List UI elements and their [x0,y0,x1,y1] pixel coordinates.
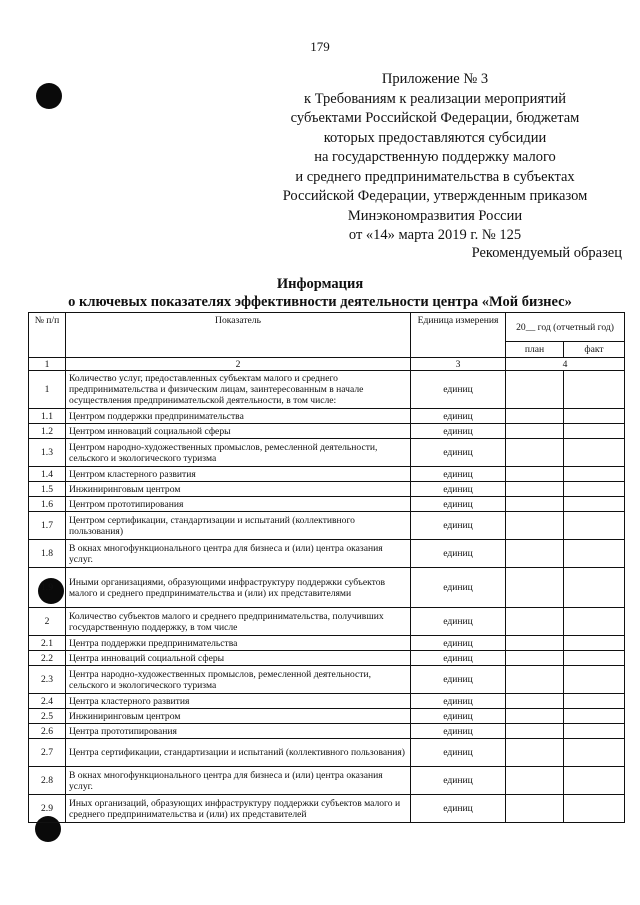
row-unit: единиц [411,568,506,608]
table-row [29,568,625,608]
header-plan: план [506,342,564,358]
table-row [29,666,625,694]
table-row [29,739,625,767]
header-unit: Единица измерения [411,313,506,358]
row-plan [506,724,564,739]
row-indicator: Количество услуг, предоставленных субъектам малого и среднего предпринимательства и физическим лицам, заинтересованным в начале осуществления предпринимательской деятельности, в том числе: [66,371,411,409]
row-indicator: В окнах многофункционального центра для бизнеса и (или) центра оказания услуг. [66,767,411,795]
row-indicator: Центра инноваций социальной сферы [66,651,411,666]
row-fact [564,497,625,512]
column-number: 3 [411,358,506,371]
column-number: 1 [29,358,66,371]
appendix-line: Российской Федерации, утвержденным приказом [282,188,588,204]
row-number: 2 [29,608,66,636]
table-row [29,795,625,823]
row-unit: единиц [411,709,506,724]
table-row [29,694,625,709]
column-number: 4 [506,358,625,371]
row-fact [564,709,625,724]
row-unit: единиц [411,467,506,482]
header-indicator: Показатель [66,313,411,358]
row-unit: единиц [411,666,506,694]
appendix-line: на государственную поддержку малого [314,149,556,165]
row-fact [564,424,625,439]
row-fact [564,568,625,608]
header-year: 20__ год (отчетный год) [506,313,625,342]
recommended-sample-label: Рекомендуемый образец [471,245,622,261]
row-number: 2.9 [29,795,66,823]
header-num: № п/п [29,313,66,358]
appendix-line: Минэкономразвития России [347,207,523,224]
row-plan [506,694,564,709]
row-plan [506,467,564,482]
row-number: 2.5 [29,709,66,724]
row-unit: единиц [411,739,506,767]
appendix-line: к Требованиям к реализации мероприятий [304,90,566,107]
row-number: 1.4 [29,467,66,482]
kpi-table [28,312,625,823]
row-unit: единиц [411,724,506,739]
row-number: 1 [29,371,66,409]
row-plan [506,568,564,608]
row-plan [506,371,564,409]
table-row [29,439,625,467]
row-plan [506,709,564,724]
row-unit: единиц [411,497,506,512]
row-indicator: Центром прототипирования [66,497,411,512]
row-fact [564,512,625,540]
row-number: 1.8 [29,540,66,568]
row-indicator: Иными организациями, образующими инфраструктуру поддержки субъектов малого и среднего предпринимательства и (или) их представителями [66,568,411,608]
row-unit: единиц [411,795,506,823]
row-plan [506,739,564,767]
table-row [29,482,625,497]
column-number: 2 [66,358,411,371]
row-number: 2.1 [29,636,66,651]
row-plan [506,482,564,497]
appendix-block [255,70,615,246]
table-row [29,540,625,568]
row-plan [506,651,564,666]
row-indicator: Центром кластерного развития [66,467,411,482]
row-fact [564,767,625,795]
row-fact [564,608,625,636]
row-plan [506,608,564,636]
row-fact [564,482,625,497]
page-number: 179 [310,39,330,54]
row-indicator: Центром народно-художественных промыслов, ремесленной деятельности, сельского и экологического туризма [66,439,411,467]
row-number: 2.4 [29,694,66,709]
row-plan [506,767,564,795]
row-indicator: Центром инноваций социальной сферы [66,424,411,439]
row-number: 1.3 [29,439,66,467]
title-line-2: о ключевых показателях эффективности деятельности центра «Мой бизнес» [68,294,572,310]
row-unit: единиц [411,767,506,795]
row-plan [506,666,564,694]
row-unit: единиц [411,651,506,666]
table-row [29,709,625,724]
row-fact [564,739,625,767]
row-indicator: Центром сертификации, стандартизации и испытаний (коллективного пользования) [66,512,411,540]
appendix-line: которых предоставляются субсидии [323,129,547,146]
row-number: 1.5 [29,482,66,497]
appendix-line: субъектами Российской Федерации, бюджетам [290,110,580,126]
row-number: 1.1 [29,409,66,424]
row-indicator: Инжиниринговым центром [66,709,411,724]
row-indicator: Центром поддержки предпринимательства [66,409,411,424]
row-number: 1.9 [29,568,66,608]
row-plan [506,497,564,512]
table-row [29,608,625,636]
row-number: 2.3 [29,666,66,694]
row-number: 2.6 [29,724,66,739]
row-plan [506,409,564,424]
appendix-line: Приложение № 3 [381,71,489,87]
appendix-line: и среднего предпринимательства в субъектах [295,168,575,185]
row-indicator: Центра сертификации, стандартизации и испытаний (коллективного пользования) [66,739,411,767]
row-fact [564,409,625,424]
row-indicator: Инжиниринговым центром [66,482,411,497]
row-unit: единиц [411,482,506,497]
table-row [29,636,625,651]
row-unit: единиц [411,636,506,651]
row-fact [564,795,625,823]
table-row [29,512,625,540]
title-line-1: Информация [276,276,364,292]
row-number: 2.8 [29,767,66,795]
row-unit: единиц [411,694,506,709]
row-indicator: Центра народно-художественных промыслов, ремесленной деятельности, сельского и экологического туризма [66,666,411,694]
row-number: 2.2 [29,651,66,666]
row-indicator: Центра прототипирования [66,724,411,739]
row-plan [506,512,564,540]
row-fact [564,540,625,568]
table-row [29,467,625,482]
row-indicator: Количество субъектов малого и среднего предпринимательства, получивших государственную поддержку, в том числе [66,608,411,636]
row-plan [506,439,564,467]
table-row [29,767,625,795]
row-indicator: Иных организаций, образующих инфраструктуру поддержки субъектов малого и среднего предпринимательства и (или) их представителей [66,795,411,823]
row-fact [564,651,625,666]
row-unit: единиц [411,409,506,424]
table-row [29,424,625,439]
row-unit: единиц [411,512,506,540]
table-row [29,651,625,666]
header-fact: факт [564,342,625,358]
document-title [0,275,640,311]
row-unit: единиц [411,371,506,409]
table-row [29,409,625,424]
row-unit: единиц [411,424,506,439]
row-number: 1.2 [29,424,66,439]
row-plan [506,795,564,823]
row-fact [564,636,625,651]
row-fact [564,666,625,694]
table-row [29,497,625,512]
row-plan [506,424,564,439]
row-indicator: Центра поддержки предпринимательства [66,636,411,651]
row-unit: единиц [411,439,506,467]
row-fact [564,467,625,482]
punch-hole [36,83,62,109]
row-plan [506,636,564,651]
row-number: 1.6 [29,497,66,512]
row-unit: единиц [411,608,506,636]
row-fact [564,371,625,409]
table-row [29,371,625,409]
row-unit: единиц [411,540,506,568]
table-row [29,724,625,739]
row-indicator: Центра кластерного развития [66,694,411,709]
row-fact [564,724,625,739]
row-indicator: В окнах многофункционального центра для бизнеса и (или) центра оказания услуг. [66,540,411,568]
row-fact [564,694,625,709]
table-body [29,371,625,823]
row-plan [506,540,564,568]
appendix-line: от «14» марта 2019 г. № 125 [348,227,522,243]
row-number: 1.7 [29,512,66,540]
row-fact [564,439,625,467]
row-number: 2.7 [29,739,66,767]
